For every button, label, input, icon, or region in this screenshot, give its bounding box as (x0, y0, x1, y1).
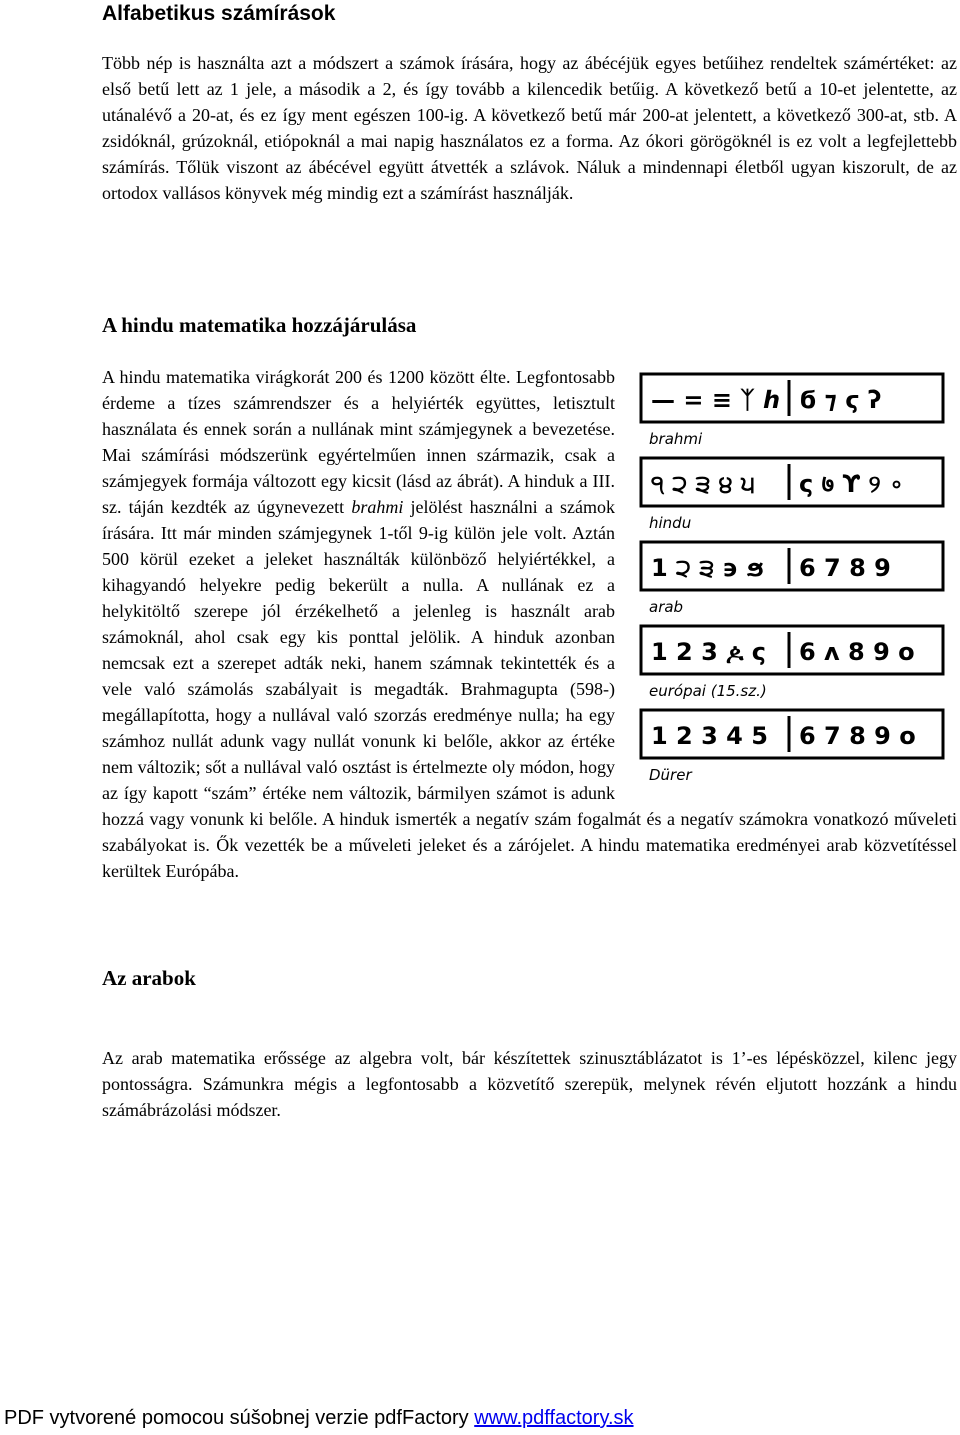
brahmi-term: brahmi (351, 497, 404, 517)
section-title-hindu: A hindu matematika hozzájárulása (102, 313, 417, 337)
figure-glyphs-right: ϭ ⁊ ϛ ʔ (799, 386, 882, 414)
section-title-arabok: Az arabok (102, 966, 196, 990)
paragraph-arabok (102, 1045, 957, 1123)
figure-row-3 (641, 626, 943, 700)
figure-row-1 (641, 458, 943, 532)
figure-glyphs-right: 6 ʌ 8 9 o (799, 638, 915, 666)
figure-glyphs-left: ੧ ੨ ੩ ੪ ੫ (651, 470, 756, 498)
pdf-footer (4, 1406, 634, 1430)
figure-glyphs-left: — = ≡ ᛉ ℎ (651, 386, 781, 414)
figure-row-label: arab (649, 598, 684, 616)
figure-glyphs-left: 1 2 3 ዾ ς (651, 638, 767, 666)
footer-text: PDF vytvorené pomocou súšobnej verzie pdfFactory (4, 1407, 475, 1429)
paragraph-hindu-part2: jelölést használni a számok írására. Itt már minden számjegynek 1-től 9-ig külön jele volt. Aztán 500 körül ezeket a jeleket használták különböző helyiértékkel, a kihagyandó helyekre pedig bekerült a nulla. A nullának ez a helykitöltő szerepe jól érzékelhető a jelenleg is használt arab számoknál, ahol csak egy kis ponttal jelölik. A hinduk azonban nemcsak ezt a szerepet adták neki, hanem számnak tekintették és a vele való számolás szabályait is megadták. Brahmagupta (598-) megállapította, hogy a nullával való szorzás eredménye nulla; ha egy számhoz nullát adunk vagy nullát vonunk ki belőle, akkor az értéke nem változik; sőt a nullával való osztást is értelmezte oly módon, hogy az így kapott “szám” értéke nem változik, bármilyen számot is adunk hozzá vagy vonunk ki belőle. A hinduk ismerték a negatív szám fogalmát és a negatív számokra vonatkozó műveleti szabályokat is. Ők vezették be a műveleti jeleket és a zárójelet. A hindu matematika eredményei arab közvetítéssel kerültek Európába. (102, 497, 957, 881)
paragraph-arabok-text: Az arab matematika erőssége az algebra volt, bár készítettek szinusztáblázatot is 1’-es lépésközzel, kilenc jegy pontosságra. Számunkra mégis a legfontosabb a közvetítő szerepük, melynek révén eljutott hozzánk a hindu számábrázolási módszer. (102, 1048, 957, 1120)
figure-glyphs-right: ς ७ ϒ ୨ ∘ (799, 470, 905, 498)
numeral-evolution-figure (639, 364, 957, 789)
paragraph-alfabetikus-text: Több nép is használta azt a módszert a számok írására, hogy az ábécéjük egyes betűihez rendeltek számértéket: az első betű lett az 1 jele, a második a 2, és így tovább a kilencedik betűig. A következő betű a 10-et jelentette, az utánalévő a 20-at, és ez így ment egészen 100-ig. A következő betű már 200-at jelentett, a következő 300-at, stb. A zsidóknál, grúzoknál, etiópoknál a mai napig használatos ez a forma. Az ókori görögöknél is ez volt a legfejlettebb számírás. Tőlük viszont az ábécével együtt átvették a szlávok. Náluk a mindennapi életből ugyan kiszorult, de az ortodox vallásos könyvek még mindig ezt a számírást használják. (102, 53, 957, 203)
figure-row-0 (641, 374, 943, 448)
figure-row-2 (641, 542, 943, 616)
figure-row-label: brahmi (649, 430, 703, 448)
paragraph-alfabetikus (102, 50, 957, 206)
figure-glyphs-right: 6 7 8 9 (799, 554, 891, 582)
section-title-alfabetikus: Alfabetikus számírások (102, 2, 336, 25)
figure-row-label: Dürer (649, 766, 692, 784)
figure-row-label: európai (15.sz.) (649, 682, 767, 700)
figure-row-4 (641, 710, 943, 784)
figure-row-label: hindu (649, 514, 692, 532)
paragraph-hindu-part1: A hindu matematika virágkorát 200 és 1200 között élte. Legfontosabb érdeme a tízes számrendszer és a helyiérték együttes, letisztult használata és ennek során a nullának mint számjegynek a bevezetése. Mai számírási módszerünk egyértelműen innen származik, csak a számjegyek formája változott egy kicsit (lásd az ábrát). A hinduk a III. sz. táján kezdték az úgynevezett (102, 367, 615, 517)
paragraph-hindu (102, 364, 957, 884)
footer-link[interactable]: www.pdffactory.sk (474, 1407, 634, 1429)
figure-glyphs-right: 6 7 8 9 o (799, 722, 916, 750)
figure-glyphs-left: 1 ੨ ੩ ϶ ϧ (651, 554, 765, 582)
numeral-evolution-svg (639, 364, 957, 789)
figure-glyphs-left: 1 2 3 4 5 (651, 722, 768, 750)
